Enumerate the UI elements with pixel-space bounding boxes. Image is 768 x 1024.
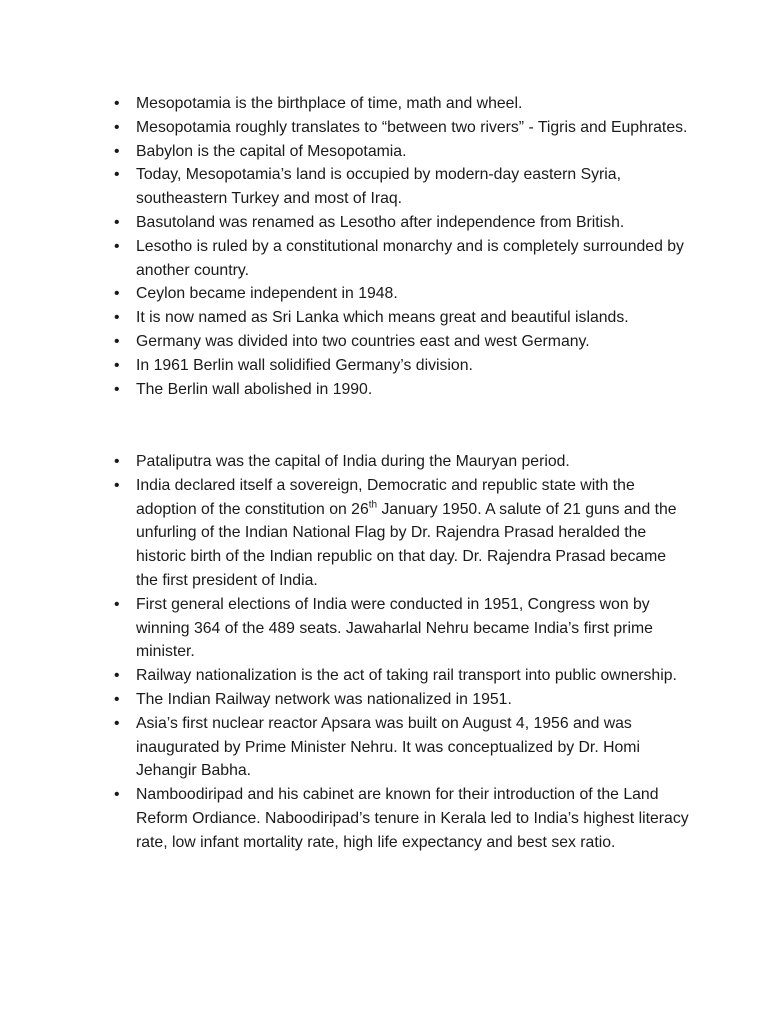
bullet-icon: • (114, 595, 120, 613)
list-item (110, 378, 690, 402)
bullet-icon: • (114, 690, 120, 708)
list-item-text: In 1961 Berlin wall solidified Germany’s division. (136, 356, 473, 374)
bullet-icon: • (114, 213, 120, 231)
list-item-text: Today, Mesopotamia’s land is occupied by modern-day eastern Syria, southeastern Turkey and most of Iraq. (136, 166, 621, 208)
list-item-text: Railway nationalization is the act of taking rail transport into public ownership. (136, 667, 677, 685)
bullet-icon: • (114, 285, 120, 303)
list-item (110, 474, 690, 593)
list-item (110, 688, 690, 712)
list-item-text: First general elections of India were conducted in 1951, Congress won by winning 364 of the 489 seats. Jawaharlal Nehru became India’s first prime minister. (136, 595, 653, 661)
list-item-text: Mesopotamia is the birthplace of time, math and wheel. (136, 95, 523, 112)
bullet-icon: • (114, 476, 120, 494)
list-item (110, 235, 690, 283)
list-item (110, 211, 690, 235)
list-item-text: Lesotho is ruled by a constitutional monarchy and is completely surrounded by another country. (136, 237, 684, 279)
list-item-text: The Berlin wall abolished in 1990. (136, 380, 373, 398)
list-item (110, 330, 690, 354)
list-item (110, 593, 690, 664)
bullet-icon: • (114, 118, 120, 136)
list-item-text: Basutoland was renamed as Lesotho after independence from British. (136, 213, 625, 231)
bullet-icon: • (114, 309, 120, 327)
list-item (110, 282, 690, 306)
list-item (110, 306, 690, 330)
fact-list-india-history (110, 450, 690, 855)
list-item (110, 92, 690, 116)
fact-list-world-history (110, 92, 690, 401)
list-item-text: Germany was divided into two countries east and west Germany. (136, 332, 590, 350)
bullet-icon: • (114, 380, 120, 398)
list-item-text: Namboodiripad and his cabinet are known for their introduction of the Land Reform Ordiance. Naboodiripad’s tenure in Kerala led to India’s highest literacy rate, low infant mortality rate, high life expectancy and best sex ratio. (136, 786, 689, 851)
list-item (110, 140, 690, 164)
list-item (110, 116, 690, 140)
list-item-text: The Indian Railway network was nationalized in 1951. (136, 690, 512, 708)
list-item (110, 783, 690, 854)
list-item-text: Pataliputra was the capital of India during the Mauryan period. (136, 453, 570, 470)
bullet-icon: • (114, 142, 120, 160)
list-item (110, 450, 690, 474)
list-item-text: Mesopotamia roughly translates to “between two rivers” - Tigris and Euphrates. (136, 118, 688, 136)
bullet-icon: • (114, 356, 120, 374)
bullet-icon: • (114, 95, 120, 112)
ordinal-superscript: th (368, 499, 378, 511)
list-item-text: Ceylon became independent in 1948. (136, 285, 398, 303)
bullet-icon: • (114, 714, 120, 732)
bullet-icon: • (114, 453, 120, 470)
list-item-text (136, 477, 677, 589)
list-item-text: Babylon is the capital of Mesopotamia. (136, 142, 407, 160)
bullet-icon: • (114, 667, 120, 685)
text-before-superscript: India declared itself a sovereign, Democratic and republic state with the adoption of the constitution on 26 (136, 476, 635, 518)
list-item (110, 664, 690, 688)
list-item (110, 354, 690, 378)
bullet-icon: • (114, 786, 120, 804)
text-after-superscript: January 1950. A salute of 21 guns and the unfurling of the Indian National Flag by Dr. Rajendra Prasad heralded the historic birth of the Indian republic on that day. Dr. Rajendra Prasad became the first president of India. (136, 500, 677, 589)
bullet-icon: • (114, 332, 120, 350)
bullet-icon: • (114, 166, 120, 184)
bullet-icon: • (114, 237, 120, 255)
list-item (110, 163, 690, 211)
list-item (110, 712, 690, 783)
list-item-text: It is now named as Sri Lanka which means great and beautiful islands. (136, 309, 629, 327)
list-item-text: Asia’s first nuclear reactor Apsara was built on August 4, 1956 and was inaugurated by Prime Minister Nehru. It was conceptualized by Dr. Homi Jehangir Babha. (136, 714, 640, 780)
